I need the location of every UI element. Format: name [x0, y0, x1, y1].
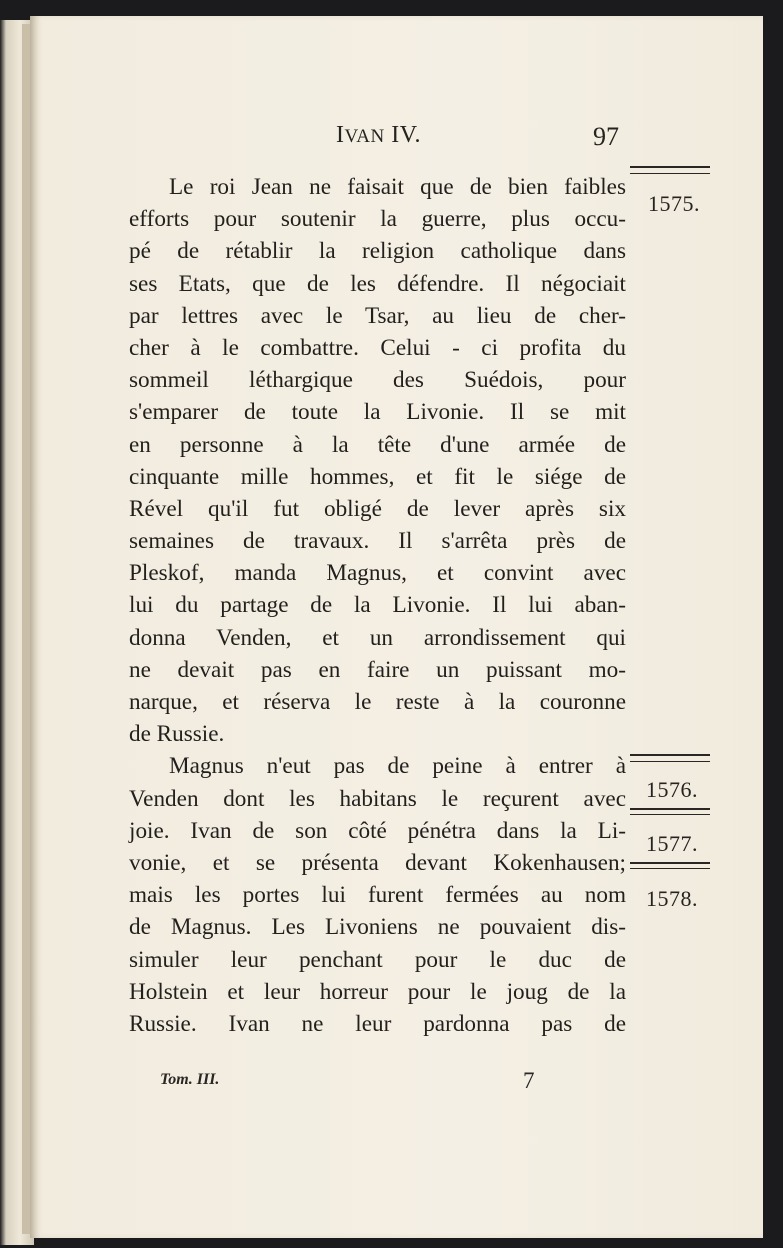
running-title — [336, 122, 421, 149]
text-line: en personne à la tête d'une armée de — [129, 431, 626, 458]
margin-rule — [630, 808, 710, 810]
text-line: joie. Ivan de son côté pénétra dans la Li- — [129, 817, 626, 844]
text-line: Holstein et leur horreur pour le joug de la — [129, 978, 626, 1005]
text-line: pé de rétablir la religion catholique dans — [129, 238, 626, 265]
text-line: Venden dont les habitans le reçurent avec — [129, 785, 626, 812]
book-gutter — [22, 24, 30, 1234]
text-line: mais les portes lui furent fermées au nom — [129, 882, 626, 909]
text-line: simuler leur penchant pour le duc de — [129, 946, 626, 973]
margin-year: 1575. — [648, 191, 700, 216]
text-line: par lettres avec le Tsar, au lieu de cher- — [129, 302, 626, 329]
paragraph-1 — [129, 171, 626, 750]
text-line: cinquante mille hommes, et fit le siége de — [129, 463, 626, 490]
title-initial: I — [336, 122, 345, 148]
title-smallcaps: VAN — [344, 126, 385, 147]
margin-rule — [630, 754, 710, 756]
page-number: 97 — [593, 122, 619, 151]
text-line: de Magnus. Les Livoniens ne pouvaient dis- — [129, 914, 626, 941]
text-line: s'emparer de toute la Livonie. Il se mit — [129, 399, 626, 426]
margin-rule — [630, 173, 710, 174]
text-line: donna Venden, et un arrondissement qui — [129, 624, 626, 651]
margin-rule — [630, 868, 710, 869]
margin-rule — [630, 862, 710, 864]
text-line: lui du partage de la Livonie. Il lui aban- — [129, 592, 626, 619]
text-line: Russie. Ivan ne leur pardonna pas de — [129, 1010, 626, 1037]
margin-rule — [630, 761, 710, 762]
margin-year: 1576. — [646, 777, 698, 802]
margin-rule — [630, 166, 710, 168]
text-line: vonie, et se présenta devant Kokenhausen; — [129, 849, 626, 876]
text-line: Rével qu'il fut obligé de lever après six — [129, 495, 626, 522]
text-line: sommeil léthargique des Suédois, pour — [129, 367, 626, 394]
book-page — [30, 16, 763, 1238]
paragraph-2 — [129, 750, 626, 1040]
running-header — [30, 122, 763, 152]
text-line: Le roi Jean ne faisait que de bien faibles — [169, 174, 626, 200]
signature-mark: Tom. III. — [160, 1071, 220, 1088]
text-line: de Russie. — [129, 721, 225, 748]
text-line: ses Etats, que de les défendre. Il négociait — [129, 270, 626, 297]
text-line: efforts pour soutenir la guerre, plus occu- — [129, 206, 626, 233]
margin-rule — [630, 814, 710, 815]
text-line: semaines de travaux. Il s'arrêta près de — [129, 528, 626, 555]
text-line: Pleskof, manda Magnus, et convint avec — [129, 560, 626, 587]
text-line: Magnus n'eut pas de peine à entrer à — [169, 753, 626, 780]
margin-year: 1577. — [646, 831, 698, 856]
title-rest: IV. — [384, 122, 421, 148]
signature-number: 7 — [523, 1068, 535, 1093]
text-line: ne devait pas en faire un puissant mo- — [129, 656, 626, 683]
margin-year: 1578. — [646, 886, 698, 911]
text-line: narque, et réserva le reste à la couronne — [129, 689, 626, 715]
body-text — [129, 171, 626, 1040]
text-line: cher à le combattre. Celui - ci profita du — [129, 334, 626, 361]
